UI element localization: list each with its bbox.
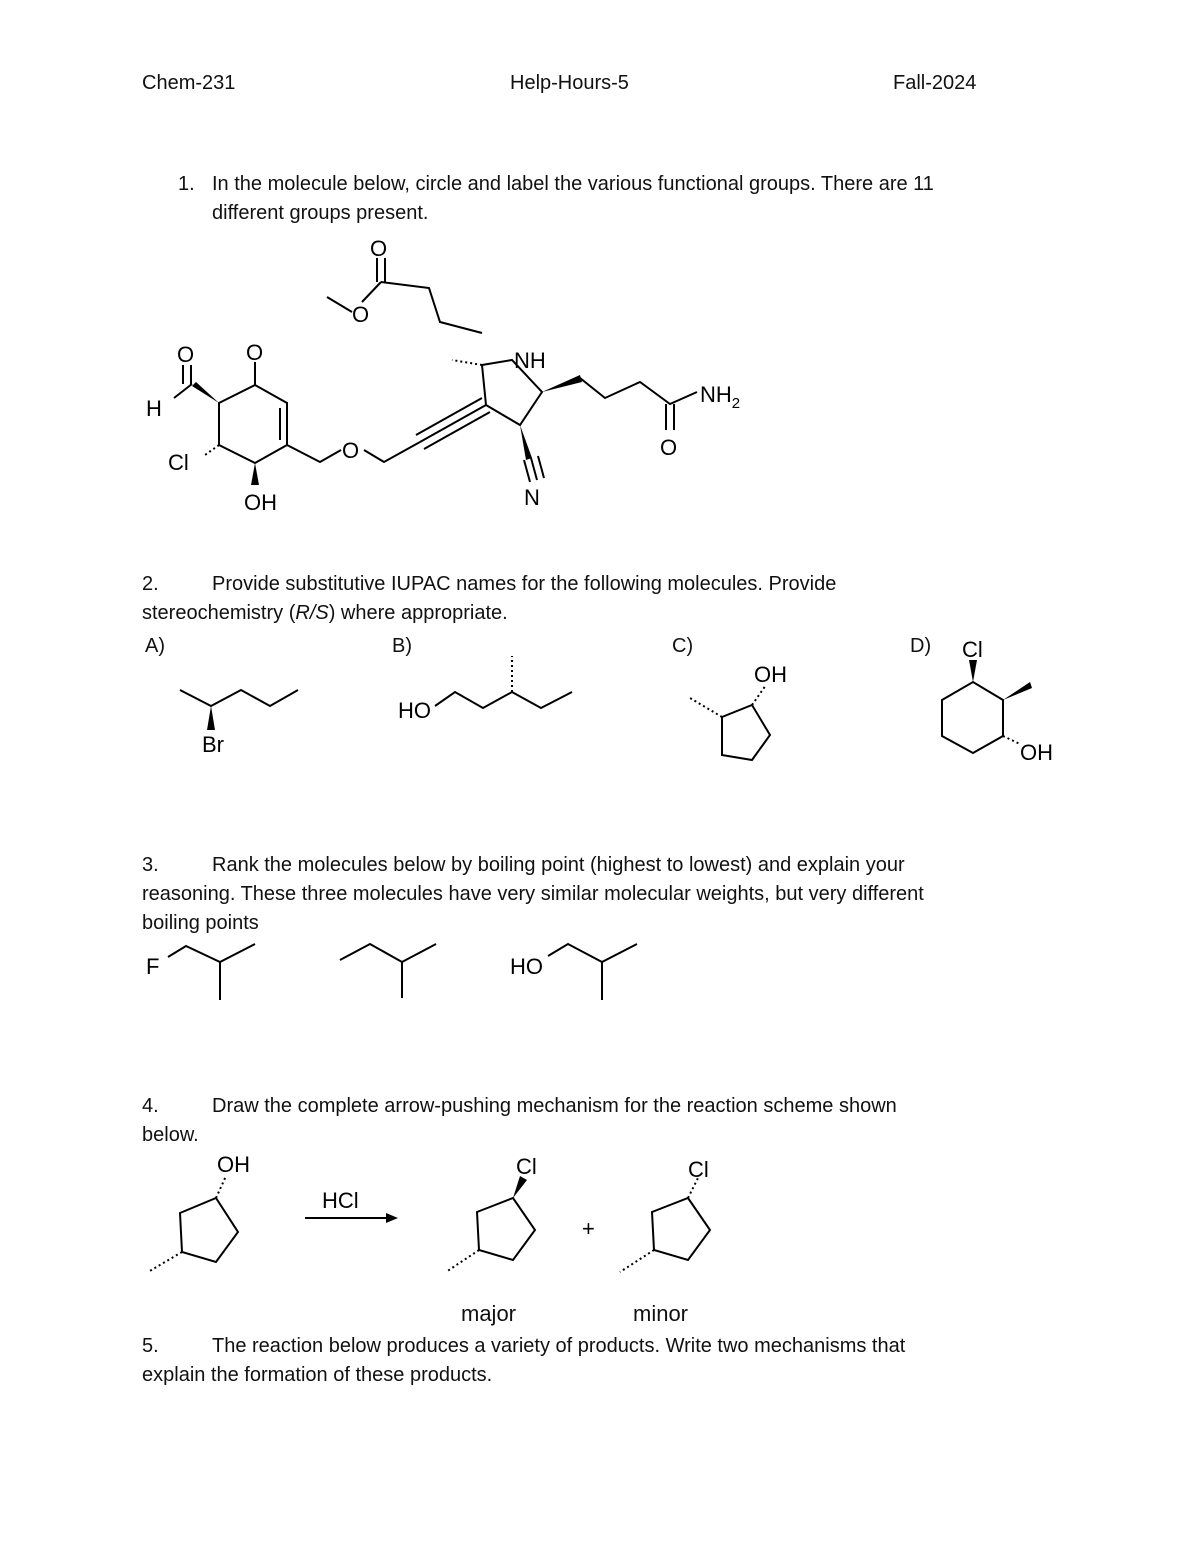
q4-plus: + xyxy=(582,1216,595,1241)
q1-amide-o: O xyxy=(660,435,678,460)
q3-f: F xyxy=(146,954,160,979)
q4-minor-cl: Cl xyxy=(688,1157,709,1182)
q2-text-line2: stereochemistry (R/S) where appropriate. xyxy=(142,602,508,624)
q3-text-line1: Rank the molecules below by boiling point (highest to lowest) and explain your xyxy=(212,854,905,876)
q1-nitrile-n: N xyxy=(524,485,540,510)
q1-ester-carbonyl-o: O xyxy=(370,236,388,261)
q2-label-b: B) xyxy=(392,635,412,657)
q4-reactant-oh: OH xyxy=(217,1152,250,1177)
q1-cl: Cl xyxy=(168,450,189,475)
q1-text-line1: In the molecule below, circle and label the various functional groups. There are 11 xyxy=(212,173,934,195)
q2-label-c: C) xyxy=(672,635,694,657)
q3-ho: HO xyxy=(510,954,543,979)
q3-number: 3. xyxy=(142,854,159,876)
q1-oh: OH xyxy=(244,490,277,515)
q4-text-line2: below. xyxy=(142,1124,199,1146)
q1-h: H xyxy=(146,396,162,421)
q3-text-line2: reasoning. These three molecules have very similar molecular weights, but very different xyxy=(142,883,924,905)
q2b-ho: HO xyxy=(398,698,431,723)
q3-text-line3: boiling points xyxy=(142,912,259,934)
q2-text-line1: Provide substitutive IUPAC names for the following molecules. Provide xyxy=(212,573,837,595)
q1-nh: NH xyxy=(514,348,546,373)
q1-ester-o: O xyxy=(352,302,370,327)
q2c-oh: OH xyxy=(754,662,787,687)
q4-text-line1: Draw the complete arrow-pushing mechanism for the reaction scheme shown xyxy=(212,1095,897,1117)
q5-text-line2: explain the formation of these products. xyxy=(142,1364,493,1386)
q1-ketone-o: O xyxy=(246,340,264,365)
header-term: Fall-2024 xyxy=(893,72,977,94)
q4-major-label: major xyxy=(461,1301,517,1326)
q1-text-line2: different groups present. xyxy=(212,202,429,224)
q1-nh2: $NH_2$ xyxy=(700,382,741,412)
q1-aldehyde-o: O xyxy=(177,342,195,367)
q5-number: 5. xyxy=(142,1335,159,1357)
q2-label-a: A) xyxy=(145,635,165,657)
q1-ether-o: O xyxy=(342,438,360,463)
q4-minor-label: minor xyxy=(633,1301,689,1326)
q4-major-cl: Cl xyxy=(516,1154,537,1179)
q1-number: 1. xyxy=(178,173,195,195)
q2-label-d: D) xyxy=(910,635,932,657)
q2d-oh: OH xyxy=(1020,740,1053,765)
q2-number: 2. xyxy=(142,573,159,595)
q4-number: 4. xyxy=(142,1095,159,1117)
q4-reagent: HCl xyxy=(322,1188,359,1213)
q2a-br: Br xyxy=(202,732,224,757)
q2d-cl: Cl xyxy=(962,637,983,662)
header-title: Help-Hours-5 xyxy=(510,72,629,94)
header-course: Chem-231 xyxy=(142,72,236,94)
q5-text-line1: The reaction below produces a variety of products. Write two mechanisms that xyxy=(212,1335,906,1357)
